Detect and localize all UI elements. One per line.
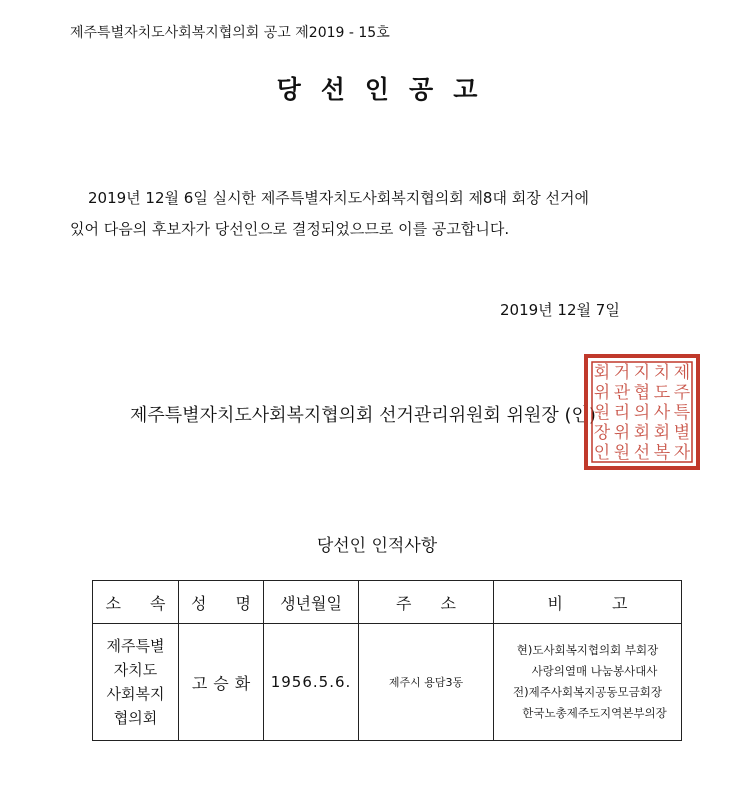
seal-glyph: 협 (633, 383, 651, 403)
seal-glyph: 제 (673, 363, 691, 383)
seal-glyph: 도 (653, 383, 671, 403)
header-remarks: 비 고 (494, 581, 682, 624)
document-number: 제주특별자치도사회복지협의회 공고 제2019 - 15호 (70, 25, 390, 41)
header-birth: 생년월일 (264, 581, 359, 624)
remark-line: 사랑의열매 나눔봉사대사 (531, 664, 658, 678)
seal-glyph: 의 (633, 403, 651, 423)
seal-glyph: 사 (653, 403, 671, 423)
affiliation-line: 협의회 (113, 709, 158, 727)
header-affiliation: 소 속 (93, 581, 179, 624)
seal-glyph: 자 (673, 443, 691, 463)
document-title: 당선인공고 (276, 75, 498, 104)
seal-glyph: 복 (653, 443, 671, 463)
section-title: 당선인 인적사항 (316, 536, 438, 556)
seal-glyph: 회 (653, 423, 671, 443)
table-header-row (93, 581, 682, 624)
seal-glyph: 지 (633, 363, 651, 383)
notice-body-line-2: 있어 다음의 후보자가 당선인으로 결정되었으므로 이를 공고합니다. (70, 220, 510, 238)
seal-glyph: 원 (613, 443, 631, 463)
seal-glyph: 인 (593, 443, 611, 463)
cell-affiliation (93, 624, 179, 741)
header-name: 성 명 (179, 581, 264, 624)
header-address: 주 소 (359, 581, 494, 624)
seal-glyph: 회 (633, 423, 651, 443)
notice-body-line-1: 2019년 12월 6일 실시한 제주특별자치도사회복지협의회 제8대 회장 선거에 (88, 189, 589, 207)
remark-line: 전)제주사회복지공동모금회장 (513, 685, 662, 699)
affiliation-line: 사회복지 (106, 685, 165, 703)
seal-glyph: 위 (613, 423, 631, 443)
notice-date: 2019년 12월 7일 (500, 301, 620, 319)
seal-glyph: 회 (593, 363, 611, 383)
seal-glyph: 리 (613, 403, 631, 423)
affiliation-line: 제주특별 (106, 637, 165, 655)
remark-line: 한국노총제주도지역본부의장 (522, 706, 667, 720)
seal-glyph: 원 (593, 403, 611, 423)
seal-glyph: 관 (613, 383, 631, 403)
table-row (93, 624, 682, 741)
signature-line: 제주특별자치도사회복지협의회 선거관리위원회 위원장 (인) (130, 405, 596, 426)
seal-glyph: 위 (593, 383, 611, 403)
remark-line: 현)도사회복지협의회 부회장 (516, 643, 659, 657)
affiliation-line: 자치도 (113, 661, 158, 679)
cell-remarks (494, 624, 682, 741)
cell-name: 고승화 (179, 624, 264, 741)
cell-address: 제주시 용담3동 (359, 624, 494, 741)
seal-glyph: 치 (653, 363, 671, 383)
official-seal-icon (583, 353, 701, 471)
seal-glyph: 장 (593, 423, 611, 443)
seal-glyph: 주 (673, 383, 691, 403)
cell-birth: 1956.5.6. (264, 624, 359, 741)
seal-glyph: 거 (613, 363, 631, 383)
seal-glyph: 선 (633, 443, 651, 463)
winner-info-table (92, 580, 682, 741)
notice-body (70, 183, 690, 245)
seal-glyph: 별 (673, 423, 691, 443)
seal-glyph: 특 (673, 403, 691, 423)
